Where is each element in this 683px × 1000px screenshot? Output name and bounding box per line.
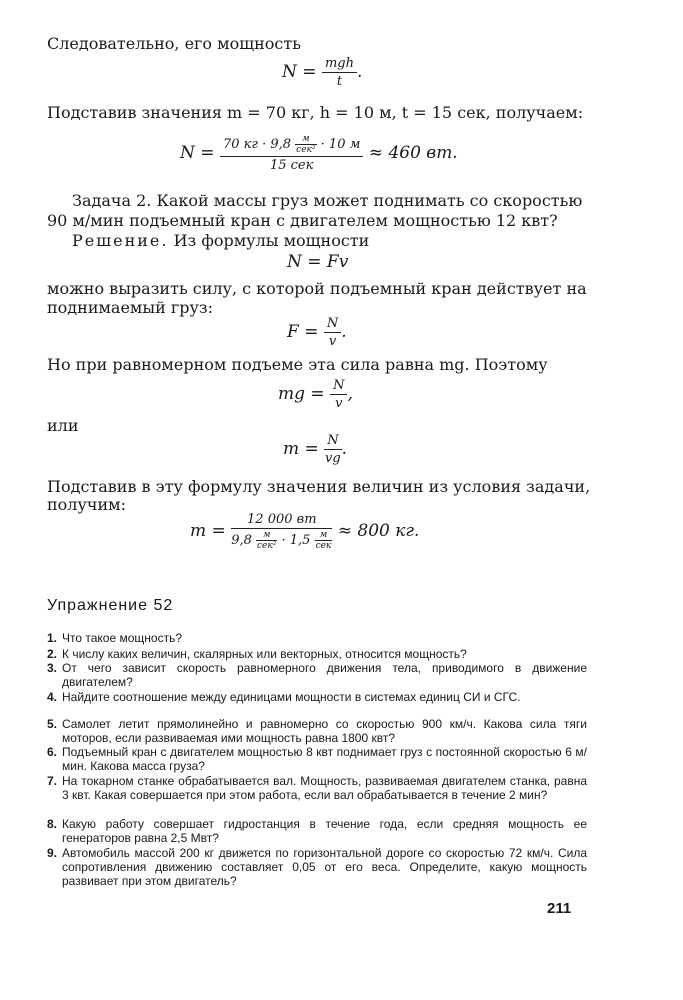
- exercise-item: 7. На токарном станке обрабатывается вал. Мощность, развиваемая двигателем станка, равна 3 квт. Какая совершается при этом работа, если вал обрабатывается в течение 2 мин?: [47, 774, 587, 802]
- exercise-item: 2. К числу каких величин, скалярных или векторных, относится мощность?: [47, 647, 467, 661]
- exercise-item: 3. От чего зависит скорость равномерного движения тела, приводимого в движение двигателем?: [47, 661, 587, 689]
- page-number: 211: [547, 900, 572, 917]
- formula-power-result-460: N = 70 кг · 9,8 $\frac{м}{\text{сек²}}$ · 10 м 15 сек ≈ 460 вт.: [180, 134, 458, 173]
- solution-line: Решение. Из формулы мощности: [72, 231, 370, 250]
- exercise-item: 1. Что такое мощность?: [47, 631, 182, 645]
- paragraph-substitute-2-line-2: получим:: [47, 495, 126, 514]
- exercise-item: 4. Найдите соотношение между единицами мощности в системах единиц СИ и СГС.: [47, 690, 521, 704]
- formula-lhs: N =: [282, 62, 317, 82]
- fraction: 70 кг · 9,8 $\frac{м}{\text{сек²}}$ · 10 м 15 сек: [220, 134, 363, 173]
- exercise-title: Упражнение 52: [47, 597, 174, 614]
- exercise-item: 9. Автомобиль массой 200 кг движется по горизонтальной дороге со скоростью 72 км/ч. Сила сопротивления движению составляет 0,05 от его веса. Определите, какую мощность развивает при этом двигатель?: [47, 846, 587, 888]
- word-or: или: [47, 416, 79, 435]
- exercise-item: 6. Подъемный кран с двигателем мощностью 8 квт поднимает груз с постоянной скоростью 6 м/мин. Какова масса груза?: [47, 745, 587, 773]
- task-2-line-2: 90 м/мин подъемный кран с двигателем мощностью 12 квт?: [47, 211, 558, 230]
- formula-m-n-vg: m = $\frac{N}{vg}$ .: [283, 433, 347, 466]
- paragraph-power-intro: Следовательно, его мощность: [47, 34, 301, 53]
- formula-m-result-800: m = 12 000 вт 9,8 $\frac{м}{\text{сек²}}$ · 1,5 $\frac{м}{\text{сек}}$ ≈ 800 кг.: [190, 512, 420, 551]
- paragraph-force-line-1: можно выразить силу, с которой подъемный кран действует на: [47, 279, 587, 298]
- task-2-line-1: Задача 2. Какой массы груз может поднимать со скоростью: [72, 191, 583, 210]
- paragraph-force-line-2: поднимаемый груз:: [47, 298, 214, 317]
- fraction: $\frac{\text{mgh}}{t}$: [322, 56, 357, 89]
- paragraph-substitute-2-line-1: Подставив в эту формулу значения величин из условия задачи,: [47, 477, 591, 496]
- exercise-item: 5. Самолет летит прямолинейно и равномерно со скоростью 900 км/ч. Какова сила тяги моторов, если развиваемая ими мощность равна 1800 квт?: [47, 717, 587, 745]
- formula-power-mgh-t: N = $\frac{\text{mgh}}{t}$ .: [282, 56, 363, 89]
- formula-mg-n-v: mg = $\frac{N}{v}$ ,: [278, 378, 353, 411]
- exercise-item: 8. Какую работу совершает гидростанция в течение года, если средняя мощность ее генераторов равна 2,5 Мвт?: [47, 817, 587, 845]
- paragraph-uniform-lift: Но при равномерном подъеме эта сила равна mg. Поэтому: [47, 355, 548, 374]
- paragraph-substitute-values: Подставив значения m = 70 кг, h = 10 м, t = 15 сек, получаем:: [47, 103, 584, 122]
- fraction: 12 000 вт 9,8 $\frac{м}{\text{сек²}}$ · 1,5 $\frac{м}{\text{сек}}$: [231, 512, 332, 551]
- formula-f-n-v: F = $\frac{N}{v}$ .: [287, 316, 347, 349]
- formula-n-fv: N = Fv: [287, 252, 349, 272]
